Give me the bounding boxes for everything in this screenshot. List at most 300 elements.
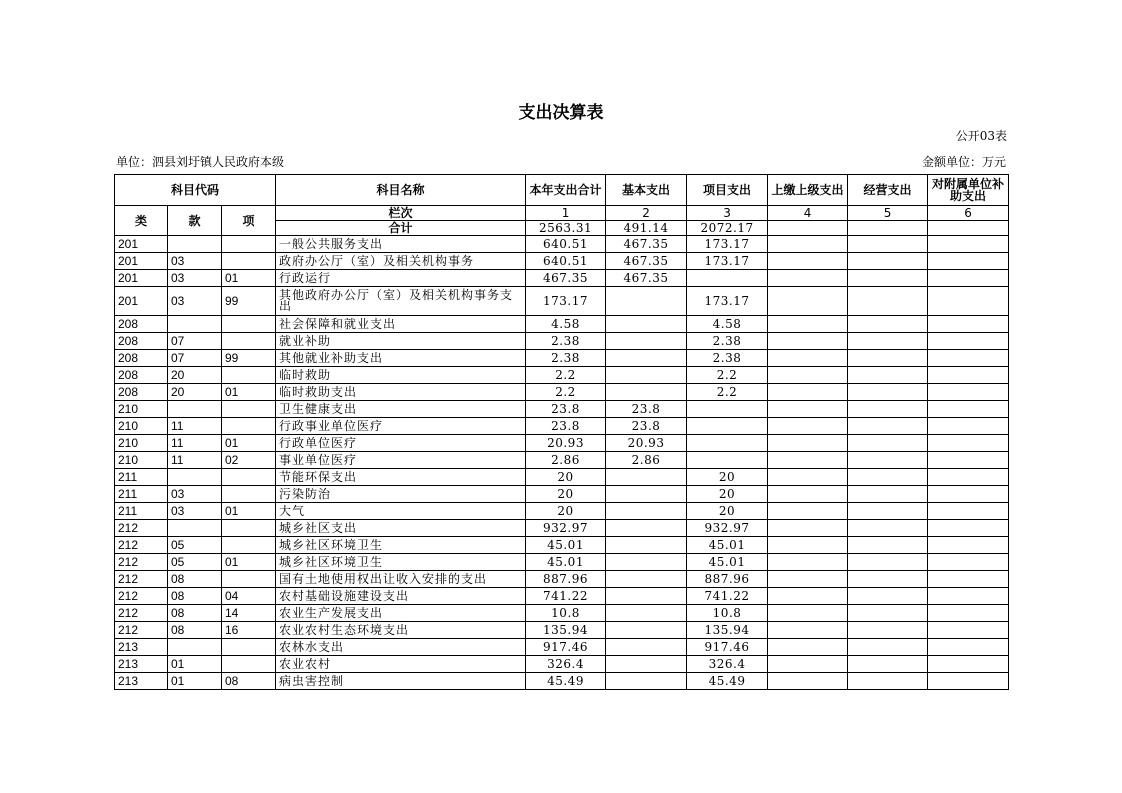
project-amount: 10.8 — [687, 605, 768, 622]
subject-kuan: 11 — [168, 452, 222, 469]
subject-xiang — [222, 486, 276, 503]
total-row-subsidy — [928, 221, 1009, 236]
business-amount — [848, 333, 928, 350]
header-business: 经营支出 — [848, 175, 928, 206]
business-amount — [848, 571, 928, 588]
project-amount: 932.97 — [687, 520, 768, 537]
subject-name: 社会保障和就业支出 — [276, 316, 526, 333]
subsidy-amount — [928, 236, 1009, 253]
table-row — [115, 316, 1009, 333]
total-amount: 20 — [526, 469, 606, 486]
project-amount — [687, 435, 768, 452]
header-column-label: 栏次 — [276, 206, 526, 221]
project-amount: 45.01 — [687, 537, 768, 554]
upper-amount — [768, 236, 848, 253]
upper-amount — [768, 418, 848, 435]
upper-amount — [768, 253, 848, 270]
subsidy-amount — [928, 350, 1009, 367]
project-amount: 4.58 — [687, 316, 768, 333]
subject-xiang: 02 — [222, 452, 276, 469]
total-amount: 20.93 — [526, 435, 606, 452]
upper-amount — [768, 350, 848, 367]
project-amount: 741.22 — [687, 588, 768, 605]
header-basic: 基本支出 — [606, 175, 687, 206]
subject-kuan: 11 — [168, 418, 222, 435]
subject-name: 就业补助 — [276, 333, 526, 350]
upper-amount — [768, 486, 848, 503]
upper-amount — [768, 554, 848, 571]
subject-name: 临时救助支出 — [276, 384, 526, 401]
upper-amount — [768, 316, 848, 333]
upper-amount — [768, 384, 848, 401]
subject-name: 农村基础设施建设支出 — [276, 588, 526, 605]
total-amount: 173.17 — [526, 287, 606, 316]
subject-name: 一般公共服务支出 — [276, 236, 526, 253]
subject-lei: 212 — [115, 622, 168, 639]
subject-kuan — [168, 639, 222, 656]
total-row-business — [848, 221, 928, 236]
subsidy-amount — [928, 503, 1009, 520]
subject-kuan: 03 — [168, 287, 222, 316]
project-amount: 2.38 — [687, 333, 768, 350]
total-amount: 23.8 — [526, 401, 606, 418]
project-amount: 173.17 — [687, 236, 768, 253]
business-amount — [848, 588, 928, 605]
total-amount: 10.8 — [526, 605, 606, 622]
table-row — [115, 605, 1009, 622]
basic-amount — [606, 639, 687, 656]
table-row — [115, 418, 1009, 435]
subject-xiang — [222, 418, 276, 435]
project-amount: 45.01 — [687, 554, 768, 571]
business-amount — [848, 452, 928, 469]
header-kuan: 款 — [168, 206, 222, 236]
page-title: 支出决算表 — [518, 103, 604, 123]
upper-amount — [768, 588, 848, 605]
header-upper: 上缴上级支出 — [768, 175, 848, 206]
upper-amount — [768, 333, 848, 350]
subsidy-amount — [928, 656, 1009, 673]
basic-amount — [606, 605, 687, 622]
subject-lei: 201 — [115, 287, 168, 316]
subject-lei: 208 — [115, 333, 168, 350]
subject-lei: 201 — [115, 270, 168, 287]
subsidy-amount — [928, 605, 1009, 622]
project-amount: 135.94 — [687, 622, 768, 639]
header-subject-name: 科目名称 — [276, 175, 526, 206]
total-amount: 2.38 — [526, 333, 606, 350]
subject-xiang — [222, 520, 276, 537]
total-amount: 640.51 — [526, 253, 606, 270]
project-amount: 2.2 — [687, 384, 768, 401]
project-amount: 2.38 — [687, 350, 768, 367]
subject-lei: 212 — [115, 554, 168, 571]
upper-amount — [768, 520, 848, 537]
total-amount: 887.96 — [526, 571, 606, 588]
unit-label: 单位：泗县刘圩镇人民政府本级 — [116, 155, 285, 169]
total-amount: 45.49 — [526, 673, 606, 690]
subject-lei: 201 — [115, 253, 168, 270]
subject-lei: 210 — [115, 435, 168, 452]
subject-xiang: 16 — [222, 622, 276, 639]
subject-name: 污染防治 — [276, 486, 526, 503]
subject-name: 病虫害控制 — [276, 673, 526, 690]
basic-amount: 23.8 — [606, 401, 687, 418]
basic-amount — [606, 537, 687, 554]
project-amount: 917.46 — [687, 639, 768, 656]
subject-xiang — [222, 639, 276, 656]
subject-kuan: 03 — [168, 503, 222, 520]
project-amount — [687, 418, 768, 435]
subsidy-amount — [928, 287, 1009, 316]
header-xiang: 项 — [222, 206, 276, 236]
subject-name: 行政单位医疗 — [276, 435, 526, 452]
business-amount — [848, 384, 928, 401]
basic-amount — [606, 316, 687, 333]
table-row — [115, 486, 1009, 503]
subject-kuan: 08 — [168, 622, 222, 639]
subject-kuan: 07 — [168, 350, 222, 367]
subject-xiang: 04 — [222, 588, 276, 605]
total-amount: 467.35 — [526, 270, 606, 287]
subsidy-amount — [928, 622, 1009, 639]
upper-amount — [768, 639, 848, 656]
table-row — [115, 639, 1009, 656]
basic-amount — [606, 554, 687, 571]
total-amount: 2.2 — [526, 367, 606, 384]
subject-kuan: 07 — [168, 333, 222, 350]
subject-name: 农业农村生态环境支出 — [276, 622, 526, 639]
table-row — [115, 469, 1009, 486]
subject-xiang — [222, 401, 276, 418]
subject-lei: 212 — [115, 571, 168, 588]
subject-xiang: 99 — [222, 350, 276, 367]
table-row — [115, 350, 1009, 367]
total-amount: 741.22 — [526, 588, 606, 605]
subject-lei: 211 — [115, 486, 168, 503]
expenditure-table — [114, 174, 1009, 690]
col-number: 5 — [848, 206, 928, 221]
subject-xiang — [222, 656, 276, 673]
header-subsidy: 对附属单位补助支出 — [928, 175, 1009, 206]
header-subject-code: 科目代码 — [115, 175, 276, 206]
total-amount: 2.86 — [526, 452, 606, 469]
subsidy-amount — [928, 435, 1009, 452]
business-amount — [848, 367, 928, 384]
total-amount: 326.4 — [526, 656, 606, 673]
subject-kuan: 03 — [168, 253, 222, 270]
table-row — [115, 253, 1009, 270]
upper-amount — [768, 401, 848, 418]
table-row — [115, 270, 1009, 287]
table-row — [115, 520, 1009, 537]
subject-kuan — [168, 469, 222, 486]
total-amount: 20 — [526, 486, 606, 503]
subsidy-amount — [928, 673, 1009, 690]
business-amount — [848, 605, 928, 622]
total-amount: 2.2 — [526, 384, 606, 401]
subject-lei: 208 — [115, 367, 168, 384]
project-amount: 2.2 — [687, 367, 768, 384]
subsidy-amount — [928, 588, 1009, 605]
table-row — [115, 384, 1009, 401]
subject-kuan — [168, 316, 222, 333]
subject-lei: 210 — [115, 452, 168, 469]
table-row — [115, 401, 1009, 418]
table-row — [115, 503, 1009, 520]
subject-name: 其他政府办公厅（室）及相关机构事务支出 — [276, 287, 526, 316]
subject-kuan: 01 — [168, 656, 222, 673]
total-amount: 23.8 — [526, 418, 606, 435]
subject-kuan: 01 — [168, 673, 222, 690]
subsidy-amount — [928, 418, 1009, 435]
upper-amount — [768, 571, 848, 588]
subject-name: 事业单位医疗 — [276, 452, 526, 469]
subject-lei: 201 — [115, 236, 168, 253]
subject-xiang: 99 — [222, 287, 276, 316]
subject-name: 农业农村 — [276, 656, 526, 673]
upper-amount — [768, 367, 848, 384]
table-row — [115, 367, 1009, 384]
subject-lei: 208 — [115, 350, 168, 367]
subject-xiang: 01 — [222, 503, 276, 520]
basic-amount — [606, 350, 687, 367]
subject-name: 城乡社区环境卫生 — [276, 554, 526, 571]
business-amount — [848, 350, 928, 367]
subject-xiang — [222, 367, 276, 384]
basic-amount — [606, 622, 687, 639]
subject-lei: 212 — [115, 520, 168, 537]
business-amount — [848, 656, 928, 673]
subsidy-amount — [928, 452, 1009, 469]
subject-xiang — [222, 253, 276, 270]
subject-kuan: 08 — [168, 588, 222, 605]
subject-name: 国有土地使用权出让收入安排的支出 — [276, 571, 526, 588]
table-row — [115, 452, 1009, 469]
subject-kuan: 05 — [168, 537, 222, 554]
subject-name: 行政事业单位医疗 — [276, 418, 526, 435]
project-amount: 45.49 — [687, 673, 768, 690]
subject-kuan: 08 — [168, 605, 222, 622]
subject-lei: 212 — [115, 588, 168, 605]
upper-amount — [768, 435, 848, 452]
project-amount: 173.17 — [687, 287, 768, 316]
basic-amount: 467.35 — [606, 253, 687, 270]
business-amount — [848, 418, 928, 435]
total-amount: 917.46 — [526, 639, 606, 656]
basic-amount: 20.93 — [606, 435, 687, 452]
header-lei: 类 — [115, 206, 168, 236]
table-row — [115, 236, 1009, 253]
upper-amount — [768, 605, 848, 622]
subject-kuan: 03 — [168, 486, 222, 503]
table-row — [115, 435, 1009, 452]
subject-xiang — [222, 333, 276, 350]
basic-amount: 467.35 — [606, 236, 687, 253]
header-project: 项目支出 — [687, 175, 768, 206]
total-amount: 932.97 — [526, 520, 606, 537]
business-amount — [848, 401, 928, 418]
total-amount: 640.51 — [526, 236, 606, 253]
basic-amount — [606, 287, 687, 316]
header-total: 本年支出合计 — [526, 175, 606, 206]
basic-amount — [606, 571, 687, 588]
subsidy-amount — [928, 401, 1009, 418]
business-amount — [848, 469, 928, 486]
col-number: 4 — [768, 206, 848, 221]
subject-xiang: 14 — [222, 605, 276, 622]
subject-xiang — [222, 571, 276, 588]
subject-name: 农林水支出 — [276, 639, 526, 656]
subsidy-amount — [928, 554, 1009, 571]
business-amount — [848, 503, 928, 520]
subject-lei: 210 — [115, 418, 168, 435]
subsidy-amount — [928, 316, 1009, 333]
upper-amount — [768, 469, 848, 486]
subject-lei: 212 — [115, 605, 168, 622]
subsidy-amount — [928, 367, 1009, 384]
table-row — [115, 622, 1009, 639]
table-row — [115, 656, 1009, 673]
subject-name: 城乡社区环境卫生 — [276, 537, 526, 554]
upper-amount — [768, 503, 848, 520]
business-amount — [848, 520, 928, 537]
business-amount — [848, 486, 928, 503]
table-body — [115, 236, 1009, 690]
subject-xiang — [222, 537, 276, 554]
subject-kuan: 05 — [168, 554, 222, 571]
upper-amount — [768, 622, 848, 639]
subject-xiang: 01 — [222, 270, 276, 287]
table-row — [115, 588, 1009, 605]
amount-unit: 金额单位：万元 — [921, 155, 1006, 169]
subject-xiang — [222, 236, 276, 253]
basic-amount — [606, 333, 687, 350]
total-amount: 2.38 — [526, 350, 606, 367]
col-number: 3 — [687, 206, 768, 221]
subject-kuan — [168, 520, 222, 537]
upper-amount — [768, 656, 848, 673]
business-amount — [848, 287, 928, 316]
project-amount: 887.96 — [687, 571, 768, 588]
subsidy-amount — [928, 520, 1009, 537]
basic-amount — [606, 384, 687, 401]
subject-xiang: 01 — [222, 384, 276, 401]
table-row — [115, 333, 1009, 350]
business-amount — [848, 537, 928, 554]
total-row-project: 2072.17 — [687, 221, 768, 236]
total-row-label: 合计 — [276, 221, 526, 236]
table-row — [115, 287, 1009, 316]
total-row-basic: 491.14 — [606, 221, 687, 236]
project-amount: 20 — [687, 503, 768, 520]
subject-name: 大气 — [276, 503, 526, 520]
subject-name: 节能环保支出 — [276, 469, 526, 486]
subject-kuan: 03 — [168, 270, 222, 287]
subject-kuan: 20 — [168, 367, 222, 384]
project-amount: 326.4 — [687, 656, 768, 673]
subsidy-amount — [928, 384, 1009, 401]
subject-kuan: 11 — [168, 435, 222, 452]
project-amount: 173.17 — [687, 253, 768, 270]
business-amount — [848, 435, 928, 452]
subsidy-amount — [928, 571, 1009, 588]
basic-amount: 23.8 — [606, 418, 687, 435]
business-amount — [848, 673, 928, 690]
subject-lei: 211 — [115, 503, 168, 520]
subject-lei: 213 — [115, 656, 168, 673]
col-number: 2 — [606, 206, 687, 221]
col-number: 6 — [928, 206, 1009, 221]
table-row — [115, 673, 1009, 690]
total-amount: 20 — [526, 503, 606, 520]
business-amount — [848, 554, 928, 571]
subject-xiang: 01 — [222, 435, 276, 452]
subject-lei: 208 — [115, 316, 168, 333]
subject-name: 临时救助 — [276, 367, 526, 384]
basic-amount — [606, 656, 687, 673]
project-amount — [687, 452, 768, 469]
subject-lei: 213 — [115, 639, 168, 656]
subject-name: 其他就业补助支出 — [276, 350, 526, 367]
subject-lei: 208 — [115, 384, 168, 401]
upper-amount — [768, 537, 848, 554]
project-amount — [687, 401, 768, 418]
upper-amount — [768, 270, 848, 287]
basic-amount — [606, 503, 687, 520]
table-row — [115, 537, 1009, 554]
subsidy-amount — [928, 537, 1009, 554]
subject-xiang: 01 — [222, 554, 276, 571]
subsidy-amount — [928, 253, 1009, 270]
business-amount — [848, 622, 928, 639]
subject-kuan: 20 — [168, 384, 222, 401]
col-number: 1 — [526, 206, 606, 221]
business-amount — [848, 270, 928, 287]
total-row-total: 2563.31 — [526, 221, 606, 236]
total-amount: 135.94 — [526, 622, 606, 639]
basic-amount — [606, 367, 687, 384]
upper-amount — [768, 452, 848, 469]
subject-xiang — [222, 316, 276, 333]
table-row — [115, 571, 1009, 588]
subsidy-amount — [928, 469, 1009, 486]
basic-amount — [606, 486, 687, 503]
basic-amount: 2.86 — [606, 452, 687, 469]
subject-name: 卫生健康支出 — [276, 401, 526, 418]
business-amount — [848, 639, 928, 656]
business-amount — [848, 236, 928, 253]
subject-lei: 210 — [115, 401, 168, 418]
subsidy-amount — [928, 270, 1009, 287]
subject-kuan: 08 — [168, 571, 222, 588]
project-amount: 20 — [687, 486, 768, 503]
table-row — [115, 554, 1009, 571]
basic-amount — [606, 520, 687, 537]
subject-kuan — [168, 401, 222, 418]
subsidy-amount — [928, 333, 1009, 350]
subject-name: 城乡社区支出 — [276, 520, 526, 537]
total-amount: 4.58 — [526, 316, 606, 333]
subject-kuan — [168, 236, 222, 253]
form-code: 公开03表 — [955, 129, 1007, 143]
subject-xiang — [222, 469, 276, 486]
project-amount — [687, 270, 768, 287]
subject-lei: 211 — [115, 469, 168, 486]
basic-amount — [606, 469, 687, 486]
subject-name: 政府办公厅（室）及相关机构事务 — [276, 253, 526, 270]
upper-amount — [768, 673, 848, 690]
